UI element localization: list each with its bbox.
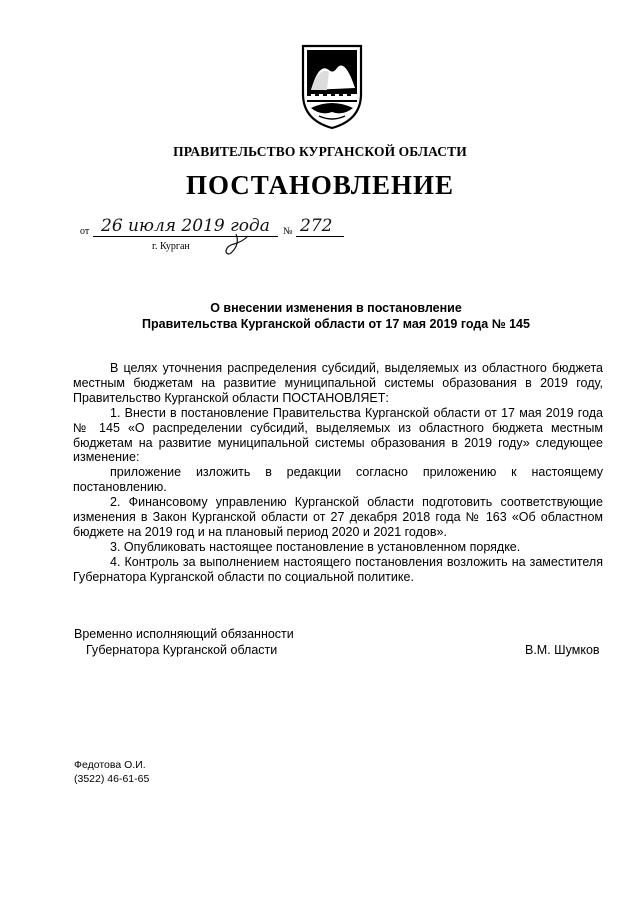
item-4-paragraph: 4. Контроль за выполнением настоящего постановления возложить на заместителя Губернатора Курганской области по социальной политике. <box>73 554 603 584</box>
document-type: ПОСТАНОВЛЕНИЕ <box>185 170 455 200</box>
item-2-paragraph: 2. Финансовому управлению Курганской области подготовить соответствующие изменения в Закон Курганской области от 27 декабря 2018 года № 163 «Об областном бюджете на 2019 год и на плановый период 2020 и 2021 годов». <box>73 495 603 539</box>
number-field <box>296 216 344 237</box>
date-prefix-label: от <box>80 226 90 237</box>
handwritten-date: 26 июля 2019 года <box>101 216 270 236</box>
signatory-position-line-2: Губернатора Курганской области <box>86 643 278 657</box>
signatory-position-line-1: Временно исполняющий обязанности <box>74 627 294 641</box>
intro-paragraph: В целях уточнения распределения субсидий, выделяемых из областного бюджета местным бюджетам на развитие муниципальной системы образования в 2019 году, Правительство Курганской области ПОСТАНОВЛЯЕТ: <box>73 361 603 405</box>
number-prefix-label: № <box>283 226 293 237</box>
item-1-paragraph: 1. Внести в постановление Правительства Курганской области от 17 мая 2019 года № 145 «О распределении субсидий, выделяемых из областного бюджета местным бюджетам на развитие муниципальной системы образования в 2019 году» следующее изменение: <box>73 405 603 465</box>
subject-line-1: О внесении изменения в постановление <box>210 301 462 315</box>
contact-phone: (3522) 46-61-65 <box>74 773 150 785</box>
signatory-name: В.М. Шумков <box>525 643 600 657</box>
date-flourish-icon <box>222 232 252 258</box>
item-1-detail-paragraph: приложение изложить в редакции согласно приложению к настоящему постановлению. <box>73 465 603 495</box>
contact-person: Федотова О.И. <box>74 759 146 771</box>
item-3-paragraph: 3. Опубликовать настоящее постановление в установленном порядке. <box>110 539 521 554</box>
handwritten-number: 272 <box>300 216 333 236</box>
kurgan-region-coat-of-arms-icon <box>297 42 367 130</box>
resolution-body <box>73 361 603 585</box>
city-label: г. Курган <box>152 241 190 252</box>
subject-line-2: Правительства Курганской области от 17 мая 2019 года № 145 <box>142 317 530 331</box>
government-title: ПРАВИТЕЛЬСТВО КУРГАНСКОЙ ОБЛАСТИ <box>173 144 467 159</box>
